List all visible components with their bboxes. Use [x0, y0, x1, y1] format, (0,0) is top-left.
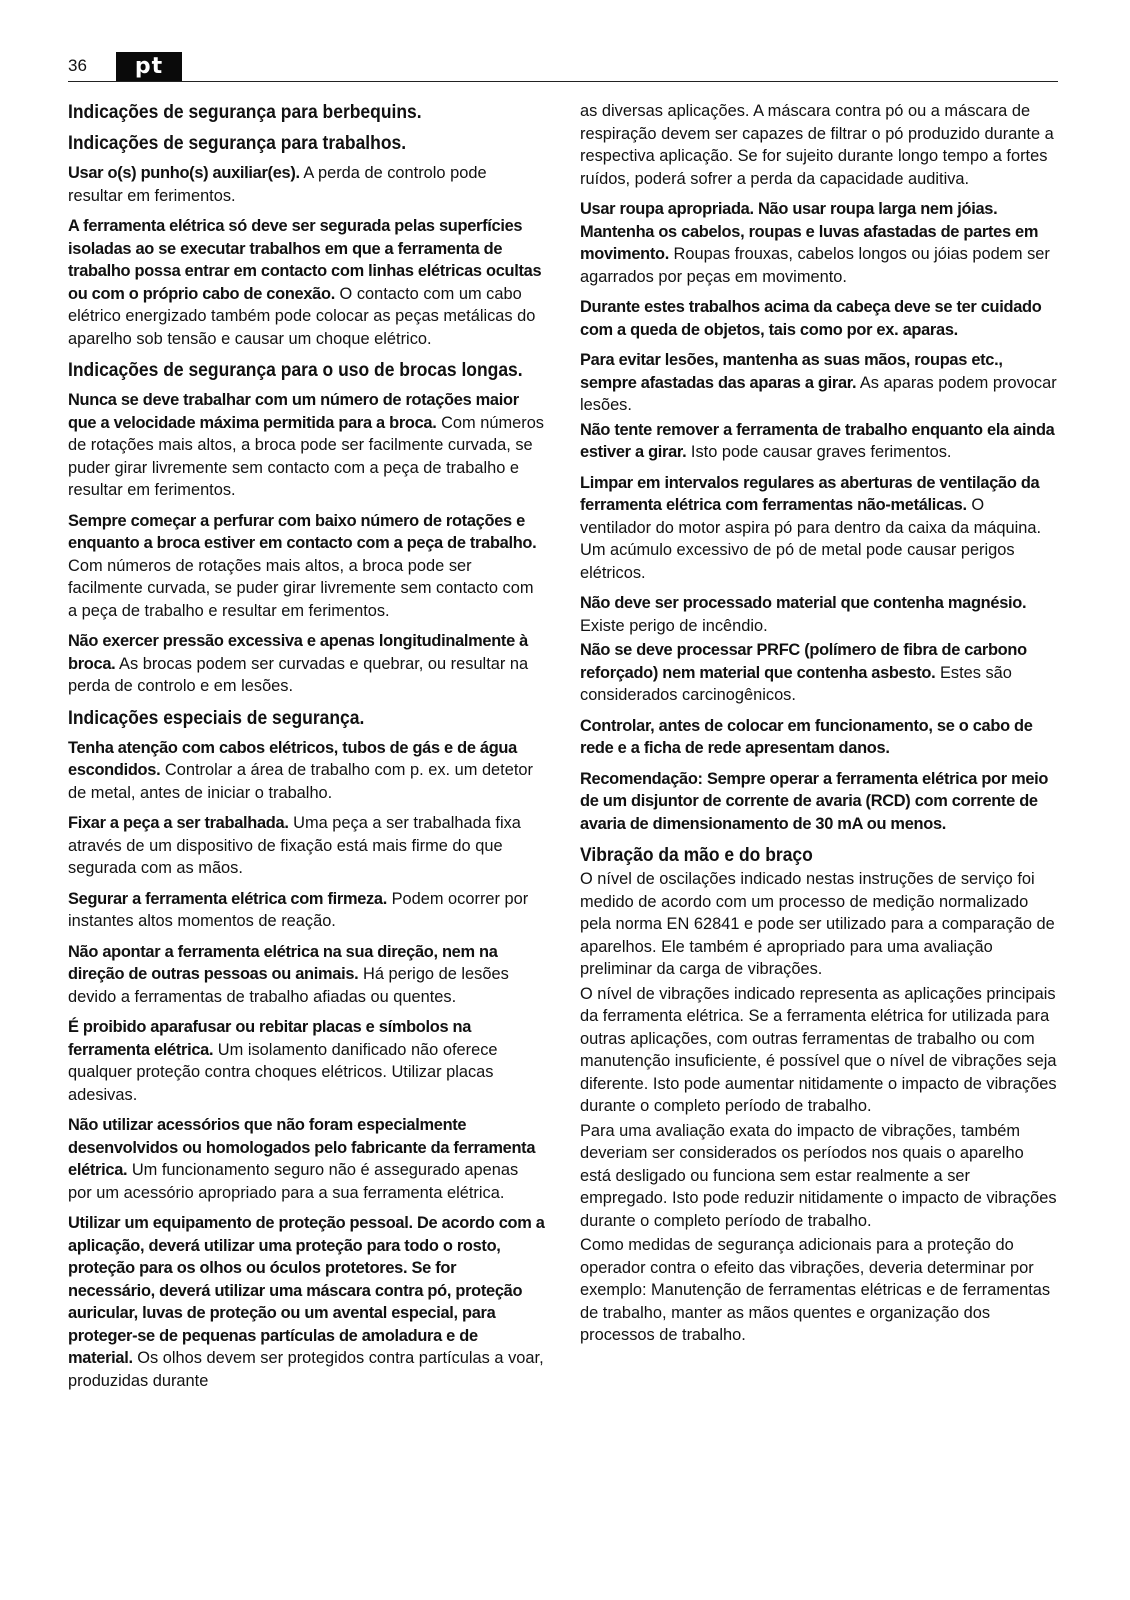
heading-drill-safety: Indicações de segurança para berbequins.: [68, 102, 422, 123]
paragraph: Como medidas de segurança adicionais para a proteção do operador contra o efeito das vibrações, deveria determinar por exemplo: Manutenção de ferramentas elétricas e de ferramentas de trabalho, manter as mãos quentes e organização dos processos de trabalho.: [580, 1236, 1051, 1344]
paragraph: Recomendação: Sempre operar a ferramenta elétrica por meio de um disjuntor de corrente de avaria (RCD) com corrente de avaria de dimensionamento de 30 mA ou menos.: [580, 769, 1049, 833]
heading-long-bits: Indicações de segurança para o uso de brocas longas.: [68, 360, 523, 381]
paragraph: Não tente remover a ferramenta de trabalho enquanto ela ainda estiver a girar. Isto pode causar graves ferimentos.: [580, 420, 1055, 461]
paragraph: Nunca se deve trabalhar com um número de rotações maior que a velocidade máxima permitida para a broca. Com números de rotações mais altos, a broca pode ser facilmente curvada, se puder girar livremente sem contacto com a peça de trabalho e resultar em ferimentos.: [68, 391, 544, 499]
paragraph: Usar roupa apropriada. Não usar roupa larga nem jóias. Mantenha os cabelos, roupas e luvas afastadas de partes em movimento. Roupas frouxas, cabelos longos ou jóias podem ser agarrados por peças em movimento.: [580, 200, 1050, 286]
paragraph: Usar o(s) punho(s) auxiliar(es). A perda de controlo pode resultar em ferimentos.: [68, 164, 487, 205]
page-header: [68, 52, 1058, 82]
language-badge: pt: [116, 52, 182, 82]
heading-special-safety: Indicações especiais de segurança.: [68, 707, 365, 729]
paragraph: Não se deve processar PRFC (polímero de fibra de carbono reforçado) nem material que contenha asbesto. Estes são considerados carcinogênicos.: [580, 641, 1027, 704]
paragraph: Utilizar um equipamento de proteção pessoal. De acordo com a aplicação, deverá utilizar uma proteção para todo o rosto, proteção para os olhos ou óculos protetores. Se for necessário, deverá utilizar uma máscara contra pó, proteção auricular, luvas de proteção ou um avental especial, para proteger-se de pequenas partículas de amoladura e de material. Os olhos devem ser protegidos contra partículas a voar, produzidas durante: [68, 1214, 545, 1390]
heading-hand-arm-vibration: Vibração da mão e do braço: [580, 845, 813, 866]
paragraph: Não deve ser processado material que contenha magnésio. Existe perigo de incêndio.: [580, 594, 1027, 635]
paragraph: Para evitar lesões, mantenha as suas mãos, roupas etc., sempre afastadas das aparas a girar. As aparas podem provocar lesões.: [580, 351, 1057, 414]
paragraph: O nível de vibrações indicado representa as aplicações principais da ferramenta elétrica. Se a ferramenta elétrica for utilizada para outras aplicações, com outras ferramentas de trabalho ou com manutenção insuficiente, é possível que o nível de vibrações seja diferente. Isto pode aumentar nitidamente o impacto de vibrações durante o completo período de trabalho.: [580, 984, 1057, 1115]
header-rule: [68, 81, 1058, 82]
paragraph: Não apontar a ferramenta elétrica na sua direção, nem na direção de outras pessoas ou animais. Há perigo de lesões devido a ferramentas de trabalho afiadas ou quentes.: [68, 942, 509, 1006]
left-column: [68, 100, 545, 1400]
paragraph: as diversas aplicações. A máscara contra pó ou a máscara de respiração devem ser capazes de filtrar o pó produzido durante a respectiva aplicação. Se for sujeito durante longo tempo a fortes ruídos, poderá sofrer a perda da capacidade auditiva.: [580, 102, 1054, 188]
paragraph: Limpar em intervalos regulares as aberturas de ventilação da ferramenta elétrica com ferramentas não-metálicas. O ventilador do motor aspira pó para dentro da caixa da máquina. Um acúmulo excessivo de pó de metal pode causar perigos elétricos.: [580, 473, 1042, 582]
paragraph: Para uma avaliação exata do impacto de vibrações, também deveriam ser considerados os períodos nos quais o aparelho está desligado ou funciona sem estar realmente a ser empregado. Isto pode reduzir nitidamente o impacto de vibrações durante o completo período de trabalho.: [580, 1121, 1057, 1230]
paragraph: A ferramenta elétrica só deve ser segurada pelas superfícies isoladas ao se executar trabalhos em que a ferramenta de trabalho possa entrar em contacto com linhas elétricas ocultas ou com o próprio cabo de conexão. O contacto com um cabo elétrico energizado também pode colocar as peças metálicas do aparelho sob tensão e causar um choque elétrico.: [68, 217, 542, 348]
paragraph: Sempre começar a perfurar com baixo número de rotações e enquanto a broca estiver em contacto com a peça de trabalho. Com números de rotações mais altos, a broca pode ser facilmente curvada, se puder girar livremente sem contacto com a peça de trabalho e resultar em ferimentos.: [68, 511, 537, 620]
paragraph: Não utilizar acessórios que não foram especialmente desenvolvidos ou homologados pelo fabricante da ferramenta elétrica. Um funcionamento seguro não é assegurado apenas por um acessório apropriado para a sua ferramenta elétrica.: [68, 1116, 536, 1202]
page-number: 36: [68, 56, 87, 75]
paragraph: Tenha atenção com cabos elétricos, tubos de gás e de água escondidos. Controlar a área de trabalho com p. ex. um detetor de metal, antes de iniciar o trabalho.: [68, 738, 533, 802]
paragraph: O nível de oscilações indicado nestas instruções de serviço foi medido de acordo com um processo de medição normalizado pela norma EN 62841 e pode ser utilizado para a comparação de aparelhos. Ele também é apropriado para uma avaliação preliminar da carga de vibrações.: [580, 870, 1055, 978]
right-column: [580, 100, 1057, 1349]
paragraph: Não exercer pressão excessiva e apenas longitudinalmente à broca. As brocas podem ser curvadas e quebrar, ou resultar na perda de controlo e em lesões.: [68, 632, 529, 695]
paragraph: É proibido aparafusar ou rebitar placas e símbolos na ferramenta elétrica. Um isolamento danificado não oferece qualquer proteção contra choques elétricos. Utilizar placas adesivas.: [68, 1018, 498, 1104]
paragraph: Fixar a peça a ser trabalhada. Uma peça a ser trabalhada fixa através de um dispositivo de fixação está mais firme do que segurada com as mãos.: [68, 814, 521, 877]
paragraph: Controlar, antes de colocar em funcionamento, se o cabo de rede e a ficha de rede apresentam danos.: [580, 716, 1033, 757]
paragraph: Segurar a ferramenta elétrica com firmeza. Podem ocorrer por instantes altos momentos de reação.: [68, 889, 529, 930]
paragraph: Durante estes trabalhos acima da cabeça deve se ter cuidado com a queda de objetos, tais como por ex. aparas.: [580, 298, 1042, 339]
heading-work-safety: Indicações de segurança para trabalhos.: [68, 133, 407, 154]
